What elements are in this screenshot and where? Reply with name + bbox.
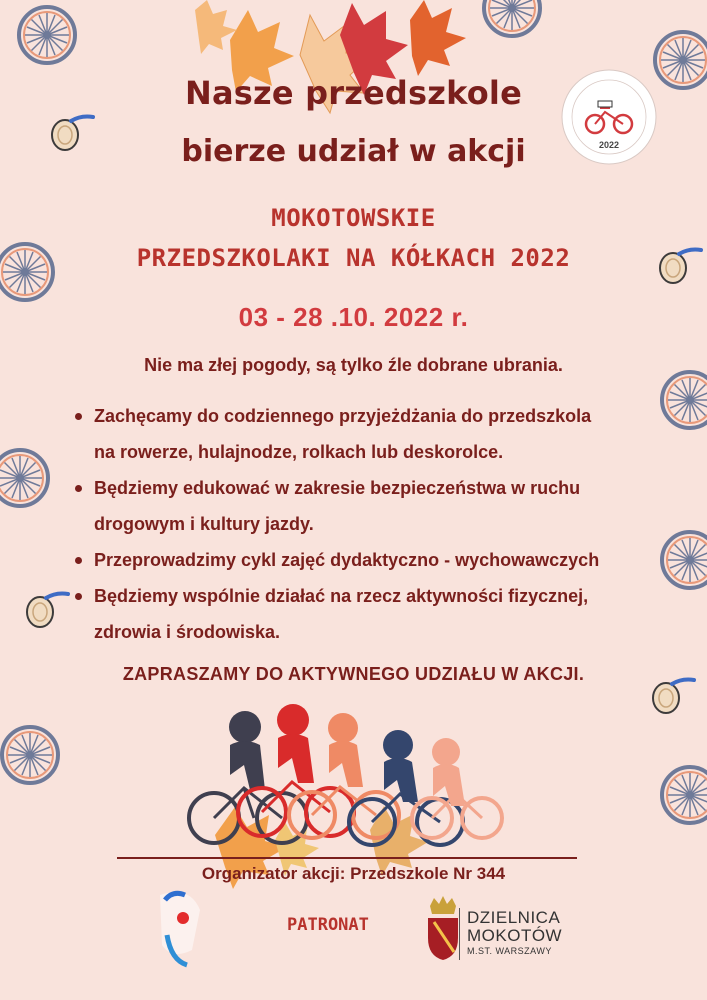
wheel-icon — [662, 532, 707, 588]
heading-line1: Nasze przedszkole — [185, 74, 522, 112]
wheel-icon — [484, 0, 540, 36]
list-item: Będziemy wspólnie działać na rzecz aktywności fizycznej, zdrowia i środowiska. — [72, 578, 652, 650]
district-crest-icon — [428, 896, 458, 960]
bullet-dot-icon — [75, 593, 82, 600]
wheel-icon — [0, 450, 48, 506]
bullet-dot-icon — [75, 485, 82, 492]
bullet-dot-icon — [75, 413, 82, 420]
motto: Nie ma złej pogody, są tylko źle dobrane ubrania. — [144, 355, 563, 375]
wheel-icon — [19, 7, 75, 63]
divider — [117, 857, 577, 859]
campaign-title-line1: MOKOTOWSKIE — [271, 204, 436, 232]
patronat-label: PATRONAT — [287, 915, 369, 935]
campaign-dates: 03 - 28 .10. 2022 r. — [238, 302, 469, 332]
district-name-line1: DZIELNICA — [467, 908, 561, 927]
district-divider — [459, 908, 460, 960]
list-item: Będziemy edukować w zakresie bezpieczeństwa w ruchu drogowym i kultury jazdy. — [72, 470, 652, 542]
bullet-dot-icon — [75, 557, 82, 564]
badge-year: 2022 — [598, 140, 620, 150]
warsaw-logo — [160, 892, 200, 965]
wheel-icon — [2, 727, 58, 783]
wheel-icon — [662, 372, 707, 428]
bullet-list — [72, 398, 652, 650]
heading-line2: bierze udział w akcji — [181, 134, 526, 169]
organizer-text: Organizator akcji: Przedszkole Nr 344 — [201, 864, 506, 883]
district-name-line3: M.ST. WARSZAWY — [467, 946, 552, 956]
list-item: Przeprowadzimy cykl zajęć dydaktyczno - wychowawczych — [72, 542, 652, 578]
wheel-icon — [662, 767, 707, 823]
campaign-title-line2: PRZEDSZKOLAKI NA KÓŁKACH 2022 — [136, 244, 571, 272]
invitation-text: ZAPRASZAMY DO AKTYWNEGO UDZIAŁU W AKCJI. — [122, 664, 585, 684]
list-item: Zachęcamy do codziennego przyjeżdżania do przedszkola na rowerze, hulajnodze, rolkach lub deskorolce. — [72, 398, 652, 470]
bicycle-bell-icon — [27, 594, 68, 628]
cyclists-illustration — [189, 704, 502, 889]
district-name-line2: MOKOTÓW — [467, 926, 563, 945]
